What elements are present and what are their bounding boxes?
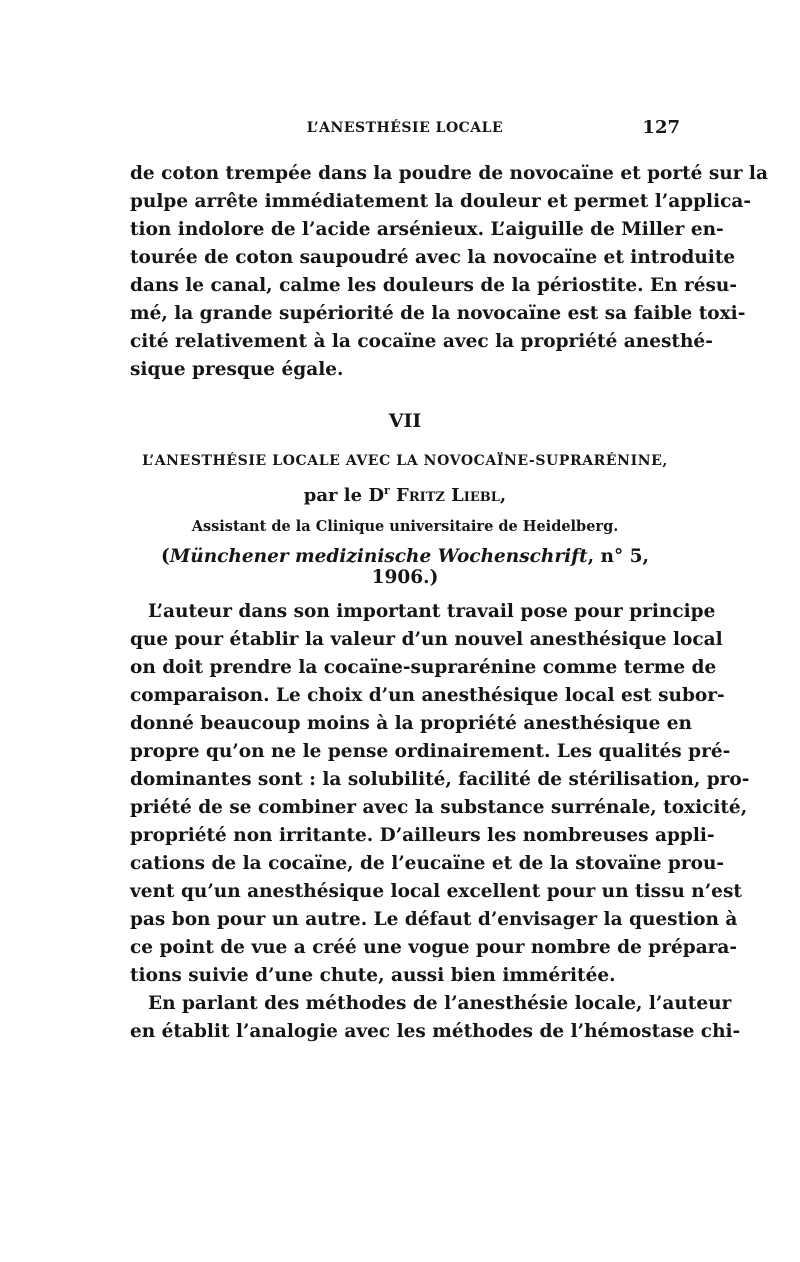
text-line: comparaison. Le choix d’un anesthésique local est subor- bbox=[130, 685, 725, 706]
page-header bbox=[130, 117, 680, 144]
text-line: en établit l’analogie avec les méthodes de l’hémostase chi- bbox=[130, 1021, 741, 1042]
text-line: donné beaucoup moins à la propriété anesthésique en bbox=[130, 713, 693, 734]
text-line: on doit prendre la cocaïne-suprarénine comme terme de bbox=[130, 657, 717, 678]
article-body bbox=[130, 598, 750, 1046]
text-line: vent qu’un anesthésique local excellent pour un tissu n’est bbox=[130, 881, 742, 902]
citation-open: ( bbox=[161, 546, 170, 567]
text-line: pulpe arrête immédiatement la douleur et permet l’applica- bbox=[130, 191, 752, 212]
text-line: tion indolore de l’acide arsénieux. L’aiguille de Miller en- bbox=[130, 219, 724, 240]
text-line: tions suivie d’une chute, aussi bien imméritée. bbox=[130, 965, 616, 986]
text-line: pas bon pour un autre. Le défaut d’envisager la question à bbox=[130, 909, 738, 930]
byline-prefix: par le D bbox=[303, 485, 384, 506]
section-number: VII bbox=[388, 410, 422, 432]
author-name: Fritz Liebl, bbox=[396, 485, 507, 506]
text-line: dans le canal, calme les douleurs de la périostite. En résu- bbox=[130, 275, 738, 296]
page-number: 127 bbox=[642, 117, 680, 138]
text-line: propre qu’on ne le pense ordinairement. Les qualités pré- bbox=[130, 741, 731, 762]
text-line: En parlant des méthodes de l’anesthésie locale, l’auteur bbox=[148, 993, 732, 1014]
citation-details: , n° 5, 1906.) bbox=[371, 546, 649, 588]
paragraph-continued bbox=[130, 160, 768, 384]
text-line: cations de la cocaïne, de l’eucaïne et de la stovaïne prou- bbox=[130, 853, 725, 874]
text-line: tourée de coton saupoudré avec la novocaïne et introduite bbox=[130, 247, 736, 268]
text-line: sique presque égale. bbox=[130, 359, 344, 380]
text-line: que pour établir la valeur d’un nouvel anesthésique local bbox=[130, 629, 723, 650]
text-line: mé, la grande supériorité de la novocaïne est sa faible toxi- bbox=[130, 303, 746, 324]
running-title: L’ANESTHÉSIE LOCALE bbox=[306, 120, 504, 136]
text-line: propriété non irritante. D’ailleurs les nombreuses appli- bbox=[130, 825, 715, 846]
journal-citation bbox=[130, 546, 680, 588]
journal-name: Münchener medizinische Wochenschrift bbox=[169, 546, 588, 567]
byline bbox=[130, 484, 680, 506]
text-line: priété de se combiner avec la substance surrénale, toxicité, bbox=[130, 797, 748, 818]
text-line: de coton trempée dans la poudre de novocaïne et porté sur la bbox=[130, 163, 768, 184]
author-affiliation: Assistant de la Clinique universitaire de Heidelberg. bbox=[191, 518, 619, 535]
text-line: ce point de vue a créé une vogue pour nombre de prépara- bbox=[130, 937, 738, 958]
article-title: L’ANESTHÉSIE LOCALE AVEC LA NOVOCAÏNE-SUPRARÉNINE, bbox=[142, 453, 668, 469]
text-line: dominantes sont : la solubilité, facilité de stérilisation, pro- bbox=[130, 769, 750, 790]
byline-superscript: r bbox=[383, 484, 390, 497]
text-line: cité relativement à la cocaïne avec la propriété anesthé- bbox=[130, 331, 713, 352]
text-line: L’auteur dans son important travail pose pour principe bbox=[148, 601, 716, 622]
